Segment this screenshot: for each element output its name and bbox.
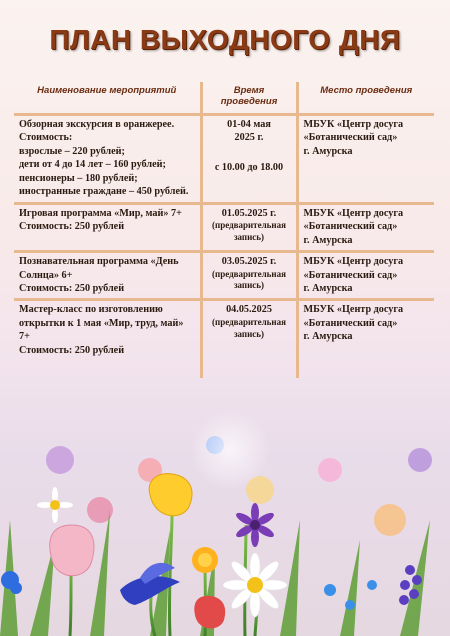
time-cell — [201, 300, 297, 379]
place-line: г. Амурска — [303, 282, 353, 294]
place-line: «Ботанический сад» — [303, 269, 398, 281]
place-line: «Ботанический сад» — [303, 221, 398, 233]
event-cell — [14, 252, 201, 300]
event-line: Обзорная экскурсия в оранжерее. — [19, 119, 175, 130]
header-event: Наименование мероприятий — [14, 82, 201, 115]
event-cell — [14, 300, 201, 379]
time-line: 03.05.2025 г. — [221, 256, 277, 268]
place-cell — [297, 252, 434, 300]
time-cell — [201, 203, 297, 251]
table-row — [14, 252, 434, 300]
time-note: (предварительная запись) — [212, 220, 286, 243]
place-line: г. Амурска — [303, 331, 353, 343]
place-line: «Ботанический сад» — [303, 132, 398, 144]
place-cell — [297, 203, 434, 251]
time-line: 2025 г. — [234, 132, 264, 144]
table-header-row — [14, 82, 434, 115]
flower-meadow-illustration — [0, 400, 450, 636]
event-line: Мастер-класс по изготовлению открытки к 1 мая «Мир, труд, май» 7+ — [19, 304, 184, 343]
event-line: Стоимость: — [19, 132, 73, 144]
event-line: Познавательная программа «День Солнца» 6+ — [19, 256, 179, 281]
place-line: МБУК «Центр досуга — [303, 256, 404, 268]
time-note: (предварительная запись) — [212, 268, 286, 291]
event-line: пенсионеры – 180 рублей; — [19, 172, 138, 184]
events-table — [14, 82, 434, 378]
event-line: дети от 4 до 14 лет – 160 рублей; — [19, 159, 166, 171]
place-line: МБУК «Центр досуга — [303, 119, 404, 130]
time-note: (предварительная запись) — [212, 316, 286, 339]
place-line: МБУК «Центр досуга — [303, 207, 404, 219]
place-line: г. Амурска — [303, 234, 353, 246]
event-line: Стоимость: 250 рублей — [19, 282, 125, 294]
event-line: иностранные граждане – 450 рублей. — [19, 186, 189, 198]
place-cell — [297, 300, 434, 379]
place-line: МБУК «Центр досуга — [303, 304, 404, 316]
header-place: Место проведения — [297, 82, 434, 115]
time-line: 01-04 мая — [227, 119, 271, 130]
event-line: Игровая программа «Мир, май» 7+ — [19, 207, 182, 219]
event-line: Стоимость: 250 рублей — [19, 344, 125, 356]
page-title: ПЛАН ВЫХОДНОГО ДНЯ — [49, 24, 401, 55]
time-hours: с 10.00 до 18.00 — [214, 161, 284, 173]
table-row — [14, 115, 434, 204]
event-cell — [14, 203, 201, 251]
table-row — [14, 300, 434, 379]
place-cell — [297, 115, 434, 204]
event-line: Стоимость: 250 рублей — [19, 221, 125, 233]
header-time: Время проведения — [201, 82, 297, 115]
event-cell — [14, 115, 201, 204]
table-row — [14, 203, 434, 251]
time-cell — [201, 115, 297, 204]
place-line: г. Амурска — [303, 145, 353, 157]
time-cell — [201, 252, 297, 300]
place-line: «Ботанический сад» — [303, 317, 398, 329]
time-line: 01.05.2025 г. — [221, 207, 277, 219]
event-line: взрослые – 220 рублей; — [19, 145, 125, 157]
time-line: 04.05.2025 — [226, 304, 272, 316]
